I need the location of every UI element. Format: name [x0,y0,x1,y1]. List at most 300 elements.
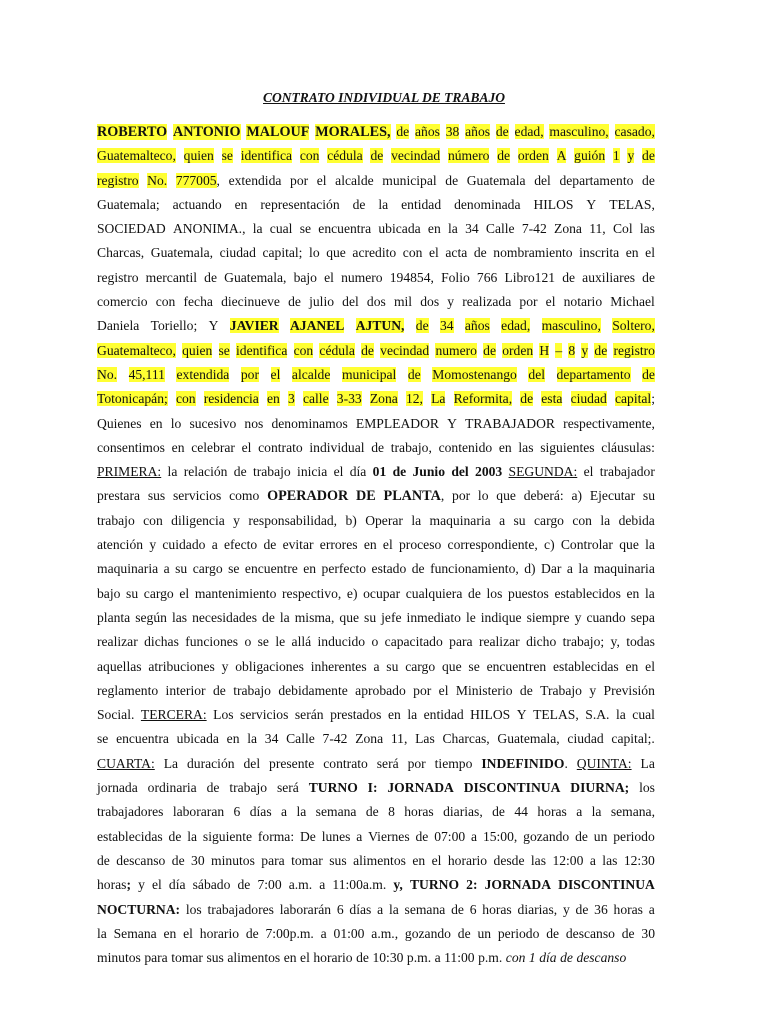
document-word: numero [435,342,477,358]
document-word: 15:00, [482,828,518,844]
document-word: edad, [514,124,544,139]
document-word: la [378,196,389,212]
document-word: TERCERA: [140,707,207,723]
document-word: calle [302,391,329,407]
document-word: 194854, [389,269,434,285]
document-word: establecidas [553,658,619,674]
document-word: día [349,464,367,480]
document-word: Semana [113,925,157,941]
document-word: de [642,366,655,382]
document-word: funciones [185,634,239,650]
document-word: la [97,925,107,941]
document-word: el [333,464,344,480]
document-word: Y [586,196,597,212]
document-word: periodo [497,925,540,941]
document-word: extendida [176,366,230,382]
document-word: PLANTA, [383,488,445,505]
document-word: de [245,925,259,941]
document-word: inducido [317,634,366,650]
document-word: MORALES, [315,124,391,140]
document-word: la [448,221,458,237]
document-word: vecindad [391,148,441,164]
document-word: 01 [372,464,387,480]
document-line [97,120,655,144]
document-line [97,582,655,606]
document-word: su [126,585,139,601]
document-word: se [468,658,480,674]
document-word: días [249,804,272,820]
document-word: de [468,585,481,601]
document-word: sábado [192,877,231,893]
document-word: ROBERTO [97,124,168,140]
document-word: presente [269,755,315,771]
document-word: Y [208,318,219,334]
document-word: de [263,537,277,553]
document-word: de [497,148,511,164]
document-word: masculino, [541,318,601,334]
document-word: ANTONIO [173,124,241,140]
document-word: funcionamiento, [430,561,519,577]
document-word: proceso [399,537,442,553]
document-word: con [505,950,526,966]
document-word: b) [345,512,357,528]
document-word: la [296,804,307,820]
document-word: de [621,925,635,941]
document-word: Michael [610,294,655,310]
document-word: de [237,877,251,893]
document-word: semana [404,901,446,917]
document-word: Guatemalteco, [97,342,176,358]
document-word: Calle [485,221,515,237]
document-word: 7:00p.m. [265,925,314,941]
document-word: evitar [282,537,314,553]
document-word: cédula [327,148,363,164]
document-word: de [262,609,275,625]
document-word: contenido [438,439,493,455]
document-word: por [240,366,259,382]
document-word: identifica [240,148,293,164]
document-word: julio [309,294,335,310]
document-word: responsabilidad, [248,512,338,528]
document-word: de [575,901,589,917]
document-word: del [534,172,551,188]
document-word: cargo [192,561,223,577]
document-word: realizar [97,634,138,650]
document-word: alimentos [353,852,406,868]
document-word: el [438,682,449,698]
document-word: auxiliares [582,269,636,285]
document-word: a [471,828,478,844]
document-word: y, [610,634,620,650]
document-word: y [138,877,145,893]
document-word: 11, [589,221,606,237]
document-word: del [342,294,359,310]
document-word: dos [366,294,386,310]
document-word: 44 [514,804,528,820]
document-word: TRABAJADOR [465,415,556,431]
document-word: trabajadores [97,804,164,820]
document-word: se [97,731,109,747]
document-word: trabajo [97,512,135,528]
document-word: Zona [554,221,582,237]
document-word: el [270,366,281,382]
document-word: d) [524,561,536,577]
document-word: 10:30 [372,950,404,966]
document-word: alcalde [291,366,331,382]
document-word: que [339,609,360,625]
document-word: trabajador [599,464,655,480]
document-word: sepa [630,609,655,625]
document-line [97,898,655,922]
document-line [97,873,655,897]
document-word: de [365,804,379,820]
document-line [97,533,655,557]
document-word: siguientes [540,439,595,455]
document-word: casado, [614,124,655,139]
document-word: se [299,221,312,237]
document-word: trabajo, [390,439,432,455]
document-word: 6 [336,901,344,917]
document-word: identifica [236,342,288,358]
document-word: registro [97,269,139,285]
document-word: de [546,925,560,941]
document-word: Social. [97,707,135,723]
document-word: atribuciones [148,658,215,674]
document-word: deberá: [523,488,564,504]
document-word: semana, [610,804,655,820]
document-line [97,557,655,581]
document-word: en [226,731,240,747]
document-word: nos [244,415,264,431]
document-word: masculino, [549,124,609,139]
document-word: de [212,682,226,698]
document-word: en [163,925,177,941]
document-word: de [445,172,459,188]
document-word: HILOS [470,707,511,723]
document-word: a [648,901,655,917]
document-word: maquinaria [97,561,159,577]
document-word: Dar [541,561,562,577]
document-word: de [473,245,487,261]
document-word: La [163,755,179,771]
document-word: esta [541,391,563,407]
document-word: en [498,439,512,455]
document-word: de [562,269,576,285]
document-word: efecto [224,537,258,553]
document-word: Guatemala, [224,269,287,285]
document-word: en [427,221,441,237]
document-word: a.m., [371,925,399,941]
document-word: consentimos [97,439,165,455]
document-word: Junio [412,464,445,480]
document-line [97,144,655,168]
document-word: QUINTA: [576,755,632,771]
document-word: edad, [501,318,531,334]
document-word: TURNO [308,780,358,796]
document-word: actuando [172,196,222,212]
document-word: para [144,950,168,966]
document-word: serán [294,707,324,723]
document-word: ubicada [378,221,421,237]
document-word: gozando [523,828,570,844]
document-word: se [218,342,230,358]
document-word: diarias, [517,901,558,917]
document-word: dicho [526,634,557,650]
document-word: 3-33 [336,391,362,407]
document-word: HILOS [533,196,574,212]
document-word: sucesivo [189,415,237,431]
document-word: Quienes [97,415,142,431]
document-word: AJTUN, [355,318,405,334]
document-word: lo [477,488,489,504]
document-word: horario [313,950,353,966]
document-word: realizada [462,294,512,310]
document-word: días [349,901,372,917]
document-word: A [556,148,567,164]
document-word: y, [393,877,403,893]
document-line [97,339,655,363]
document-word: No. [97,366,118,382]
document-word: 07:00 [434,828,466,844]
document-word: 11, [390,731,408,747]
document-word: la [187,828,198,844]
document-word: será [376,755,399,771]
document-word: Y [447,415,457,431]
document-word: la [252,221,263,237]
document-word: p.m. [478,950,503,966]
document-word: comercio [97,294,148,310]
document-word: misma, [294,609,335,625]
document-word: y [221,658,229,674]
document-line [97,849,655,873]
document-word: los [639,780,655,796]
document-word: Calle [286,731,315,747]
document-word: según [135,609,167,625]
document-word: cuidado [162,537,206,553]
document-word: de [519,682,533,698]
document-word: diarias, [443,804,483,820]
document-word: De [299,828,316,844]
document-word: planta [97,609,131,625]
document-word: ciudad [219,245,256,261]
document-word: a [211,537,218,553]
document-word: su [513,512,526,528]
document-word: ciudad [570,391,607,407]
document-word: a [373,658,380,674]
document-word: INDEFINIDO. [481,755,568,771]
document-word: vecindad [380,342,430,358]
document-word: Toriello; [150,318,198,334]
document-word: inherentes [310,658,367,674]
document-word: encuentra [116,731,169,747]
document-word: contrato [258,439,303,455]
document-word: las [639,221,655,237]
document-word: los [185,901,202,917]
document-word: y [447,294,455,310]
document-word: de [370,148,384,164]
document-word: las [171,609,188,625]
document-word: MALOUF [246,124,310,140]
document-word: Libro121 [504,269,556,285]
document-word: que [326,245,346,261]
document-word: que [441,658,462,674]
document-word: de [396,124,410,139]
document-word: JORNADA [484,877,552,893]
document-word: obligaciones [235,658,304,674]
document-word: horas [613,901,643,917]
document-word: como [229,488,260,504]
document-word: realizar [478,634,520,650]
document-word: de [451,901,464,917]
document-word: a [163,561,170,577]
document-word: lo [309,245,320,261]
document-word: S.A. [585,707,610,723]
document-word: municipal [341,366,397,382]
document-line [97,776,655,800]
document-word: Charcas, [97,245,145,261]
document-word: allá [291,634,312,650]
document-word: debidamente [278,682,348,698]
document-word: horario [199,925,240,941]
document-word: denominamos [271,415,348,431]
document-word: trabajadores [207,901,274,917]
document-word: el [316,172,327,188]
document-word: en [267,391,280,407]
document-line [97,727,655,751]
document-word: a [589,852,596,868]
document-word: 30 [191,852,205,868]
document-word: de [204,269,217,285]
document-line [97,193,655,217]
document-word: de [642,172,655,188]
document-word: 01:00 [333,925,365,941]
document-word: de [415,318,429,334]
document-word: 777005, [175,172,220,188]
document-line [97,412,655,436]
document-word: día [168,877,186,893]
document-word: 7-42 [521,221,547,237]
document-word: notario [563,294,603,310]
document-word: H [539,342,550,358]
document-word: minutos [97,950,141,966]
document-word: los [486,585,503,601]
document-word: y [149,537,157,553]
document-word: que [619,537,639,553]
document-line [97,655,655,679]
document-word: individual [309,439,365,455]
document-word: años [464,318,490,334]
document-word: reglamento [97,682,159,698]
document-word: el [583,464,594,480]
document-word: Operar [365,512,403,528]
document-word: y [233,512,240,528]
document-word: semana [315,804,357,820]
document-word: en [234,196,248,212]
document-word: respectivamente, [563,415,655,431]
document-word: el [241,439,252,455]
document-word: sus [147,488,166,504]
document-word: 6 [469,901,477,917]
document-word: descanso [116,852,166,868]
document-word: 3 [288,391,295,407]
document-word: Zona [369,391,398,407]
document-word: encuentren [486,658,547,674]
document-word: número [447,148,490,164]
document-line [97,679,655,703]
document-word: de [495,124,509,139]
document-word: en [283,950,297,966]
document-word: capacitado [384,634,443,650]
document-word: ubicada [176,731,219,747]
document-word: 12, [405,391,423,407]
document-word: ANONIMA., [172,221,246,237]
document-word: orden [502,342,534,358]
document-word: de [411,561,425,577]
document-word: 8 [388,804,395,820]
document-word: de [288,294,301,310]
document-line [97,630,655,654]
document-word: debida [618,512,655,528]
document-title: CONTRATO INDIVIDUAL DE TRABAJO [263,90,505,105]
document-word: a [356,828,363,844]
document-word: encuentre [244,561,298,577]
document-word: lo [170,415,182,431]
document-word: de [407,366,421,382]
document-word: un [593,828,608,844]
document-word: el [300,950,310,966]
document-word: 766 [476,269,498,285]
document-word: denominada [454,196,521,212]
document-word: de [575,828,588,844]
document-word: dos [420,294,440,310]
document-word: siempre [526,609,570,625]
document-word: en [625,245,639,261]
document-word: de [520,391,534,407]
document-line [97,217,655,241]
document-word: el [431,852,442,868]
document-line [97,436,655,460]
document-word: sus [329,852,347,868]
document-word: 7-42 [322,731,348,747]
document-word: 34 [465,221,479,237]
document-word: la [411,512,422,528]
document-word: celebrar [191,439,235,455]
document-word: la [591,804,602,820]
document-word: servicios [172,488,222,504]
document-line [97,825,655,849]
document-word: el [183,925,193,941]
document-word: cláusulas: [601,439,655,455]
document-word: indique [480,609,522,625]
document-word: por [290,172,309,188]
document-word: NOCTURNA: [97,901,181,917]
document-word: 45,111 [128,366,165,382]
document-word: establecidas [97,828,163,844]
document-word: o [244,634,252,650]
document-word: con [293,342,314,358]
document-word: todas [626,634,655,650]
document-word: maquinaria [593,561,655,577]
document-word: p.m. [406,950,432,966]
document-word: orden [517,148,549,164]
document-word: perfecto [321,561,367,577]
document-line [97,509,655,533]
document-word: aprobado [355,682,406,698]
document-word: y [581,342,589,358]
document-word: de [371,439,385,455]
document-word: aquellas [97,658,142,674]
document-word: forma: [257,828,295,844]
